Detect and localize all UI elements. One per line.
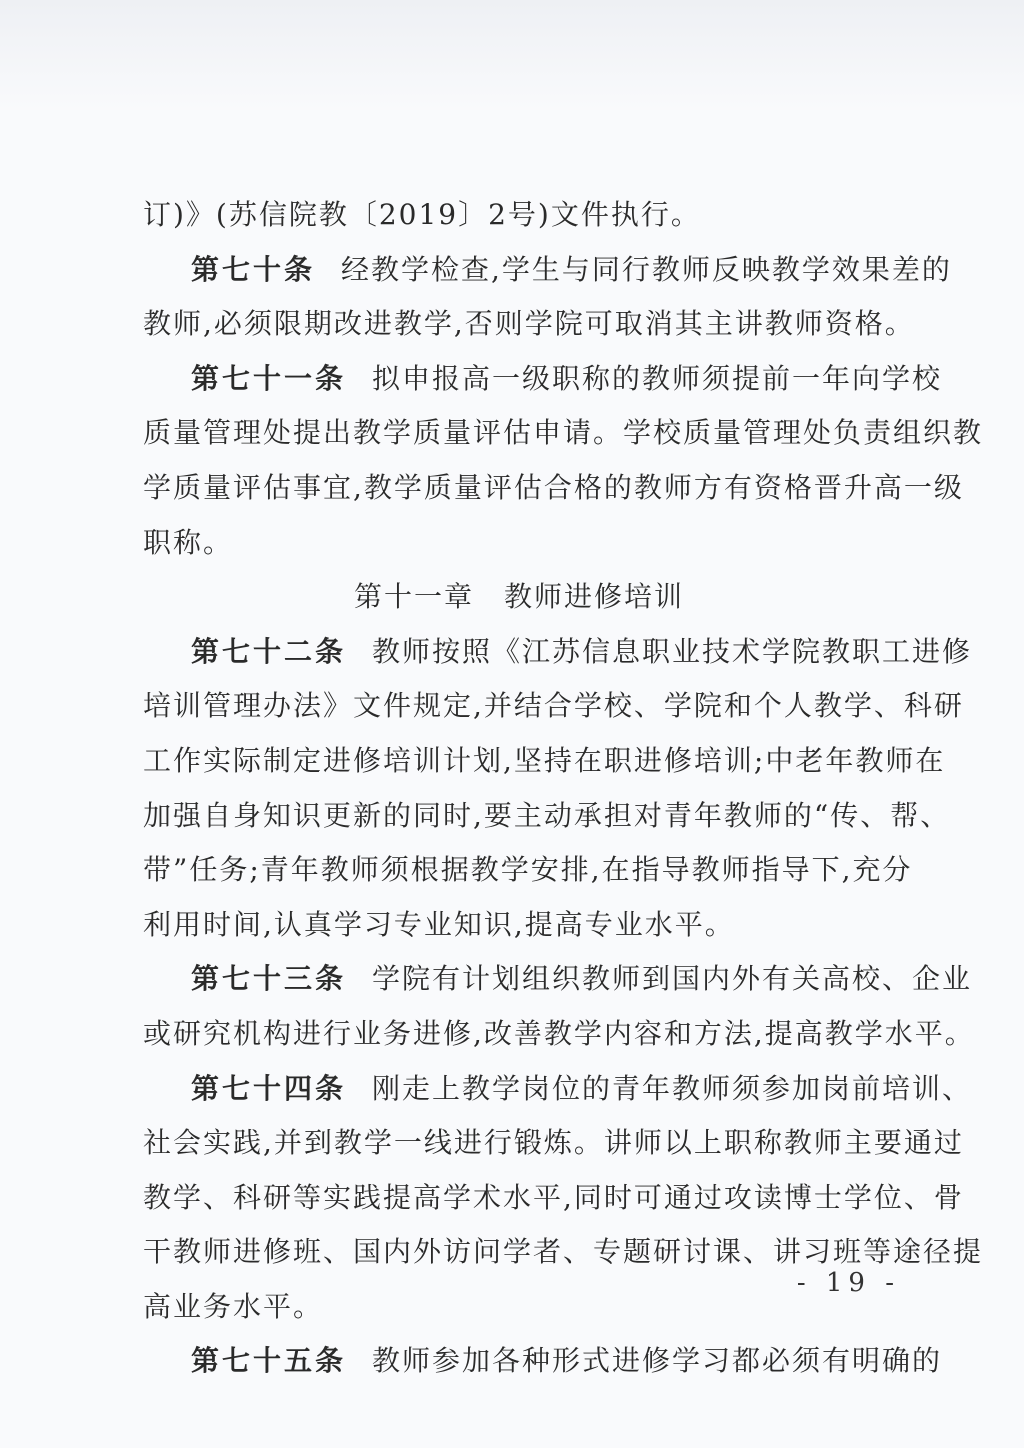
chapter-heading: [143, 570, 895, 625]
text-line-content: 职称。: [143, 525, 234, 559]
text-line: [143, 789, 951, 844]
text-line: [143, 1116, 964, 1171]
text-line: [143, 898, 895, 953]
text-line-content: 加强自身知识更新的同时,要主动承担对青年教师的“传、帮、: [143, 798, 951, 832]
scan-shade: [0, 0, 1024, 110]
article-label: 第七十条: [191, 252, 316, 286]
document-body: [143, 188, 984, 1389]
text-line-content: 带”任务;青年教师须根据教学安排,在指导教师指导下,充分: [143, 853, 913, 887]
text-line-content: 教师按照《江苏信息职业技术学院教职工进修: [372, 634, 973, 668]
text-line-content: 经教学检查,学生与同行教师反映教学效果差的: [341, 252, 952, 286]
text-line: [143, 461, 964, 516]
text-line-content: 或研究机构进行业务进修,改善教学内容和方法,提高教学水平。: [143, 1016, 975, 1050]
text-line: [143, 843, 913, 898]
chapter-number: 第十一章: [353, 580, 474, 614]
text-line-content: 干教师进修班、国内外访问学者、专题研讨课、讲习班等途径提: [143, 1235, 984, 1269]
article-71-line: [143, 352, 943, 407]
article-label: 第七十三条: [191, 962, 347, 996]
text-line-content: 工作实际制定进修培训计划,坚持在职进修培训;中老年教师在: [143, 743, 946, 777]
text-line-content: 社会实践,并到教学一线进行锻炼。讲师以上职称教师主要通过: [143, 1126, 964, 1160]
chapter-title: 教师进修培训: [504, 580, 685, 614]
article-label: 第七十五条: [191, 1344, 347, 1378]
article-73-line: [143, 952, 973, 1007]
text-line-content: 学院有计划组织教师到国内外有关高校、企业: [372, 962, 973, 996]
text-line: [143, 297, 915, 352]
page-number: - 19 -: [796, 1268, 900, 1298]
text-line-content: 订)》(苏信院教〔2019〕2号)文件执行。: [143, 198, 701, 231]
article-label: 第七十一条: [191, 361, 347, 395]
text-line-content: 刚走上教学岗位的青年教师须参加岗前培训、: [372, 1071, 973, 1105]
article-70-line: [143, 243, 952, 298]
text-line-content: 教学、科研等实践提高学术水平,同时可通过攻读博士学位、骨: [143, 1180, 964, 1214]
text-line-content: 利用时间,认真学习专业知识,提高专业水平。: [143, 907, 735, 941]
text-line: [143, 734, 946, 789]
article-74-line: [143, 1062, 973, 1117]
text-line-content: 教师,必须限期改进教学,否则学院可取消其主讲教师资格。: [143, 307, 915, 341]
article-label: 第七十四条: [191, 1071, 347, 1105]
text-line: [143, 1225, 984, 1280]
text-line: [143, 406, 984, 461]
text-line-content: 教师参加各种形式进修学习都必须有明确的: [372, 1344, 943, 1378]
text-line: [143, 188, 895, 243]
text-line: [143, 516, 895, 571]
text-line-content: 拟申报高一级职称的教师须提前一年向学校: [372, 361, 943, 395]
text-line-content: 学质量评估事宜,教学质量评估合格的教师方有资格晋升高一级: [143, 470, 964, 504]
text-line-content: 质量管理处提出教学质量评估申请。学校质量管理处负责组织教: [143, 416, 984, 450]
article-75-line: [143, 1334, 943, 1389]
text-line: [143, 1171, 964, 1226]
text-line: [143, 1280, 895, 1335]
article-72-line: [143, 625, 973, 680]
text-line-content: 培训管理办法》文件规定,并结合学校、学院和个人教学、科研: [143, 689, 964, 723]
text-line: [143, 679, 964, 734]
article-label: 第七十二条: [191, 634, 347, 668]
text-line-content: 高业务水平。: [143, 1289, 324, 1323]
text-line: [143, 1007, 975, 1062]
